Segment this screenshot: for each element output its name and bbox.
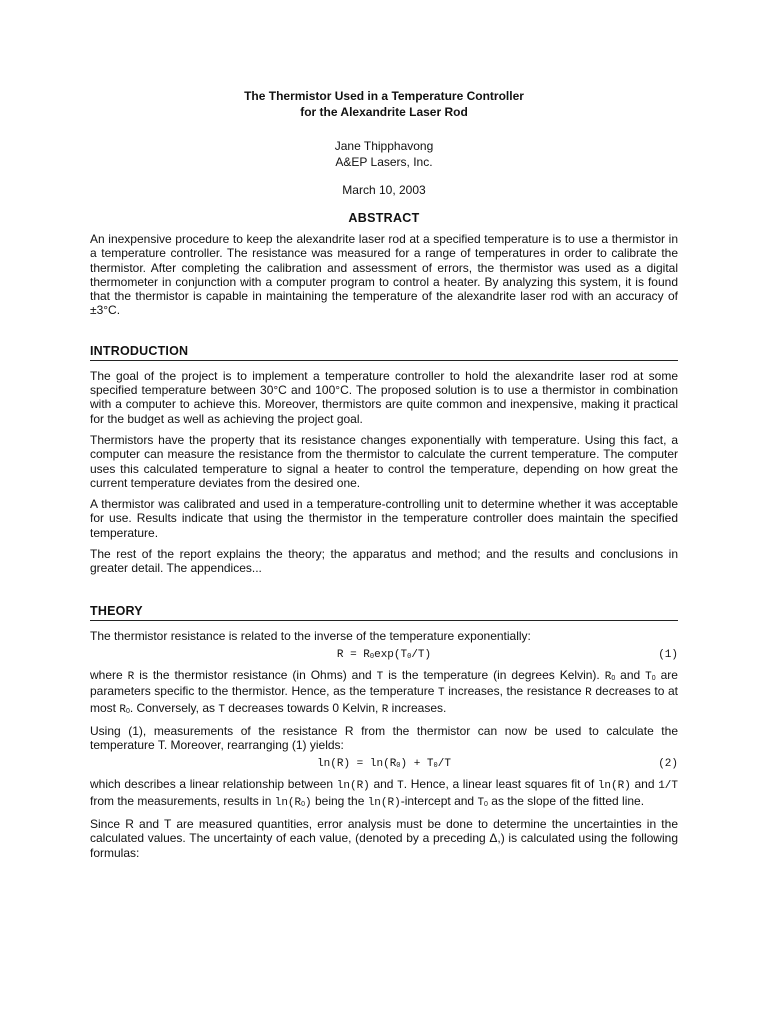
- title-line-2: for the Alexandrite Laser Rod: [300, 105, 468, 119]
- abstract-text: An inexpensive procedure to keep the alexandrite laser rod at a specified temperature is to use a thermistor in a temperature controller. The resistance was measured for a range of temperatures in order to calibrate the thermistor. After completing the calibration and assessment of errors, the thermistor was used as a digital thermometer in conjunction with a computer program to control a heater. By analyzing this system, it is found that the thermistor is capable in maintaining the temperature of the alexandrite laser rod with an accuracy of ±3°C.: [90, 232, 678, 318]
- equation-1-body: $R = R_0\exp(T_0/T)$: [336, 648, 432, 661]
- theory-heading: THEORY: [90, 603, 678, 621]
- theory-paragraph-2: where R is the thermistor resistance (in Ohms) and T is the temperature (in degrees Kelvin). $R_0$ and $T_0$ are parameters specific to the thermistor. Hence, as the temperature T increases, the resistance R decreases to at most $R_0$. Conversely, as T decreases towards 0 Kelvin, R increases.: [90, 667, 678, 716]
- paper-date: March 10, 2003: [342, 183, 426, 197]
- equation-1-number: (1): [658, 648, 678, 661]
- author-block: [90, 138, 678, 170]
- author-affiliation: A&EP Lasers, Inc.: [335, 155, 433, 169]
- intro-paragraph-3: A thermistor was calibrated and used in a temperature-controlling unit to determine whether it was acceptable for use. Results indicate that using the thermistor in the temperature controller does maintain the specified temperature.: [90, 497, 678, 540]
- equation-2: [90, 755, 678, 773]
- equation-2-number: (2): [658, 758, 678, 771]
- paper-page: [90, 88, 678, 860]
- abstract-heading: ABSTRACT: [348, 211, 420, 225]
- theory-paragraph-4: which describes a linear relationship between ln(R) and T. Hence, a linear least squares fit of ln(R) and 1/T from the measurements, results in $\ln(R_0)$ being the ln(R)-intercept and $T_0$ as the slope of the fitted line.: [90, 777, 679, 809]
- intro-paragraph-4: The rest of the report explains the theory; the apparatus and method; and the results and conclusions in greater detail. The appendices...: [90, 547, 678, 576]
- intro-paragraph-2: Thermistors have the property that its resistance changes exponentially with temperature. Using this fact, a computer can measure the resistance from the thermistor to calculate the current temperature. The computer uses this calculated temperature to signal a heater to control the temperature, depending on how great the current temperature deviates from the desired one.: [90, 432, 678, 490]
- theory-paragraph-3: Using (1), measurements of the resistance R from the thermistor can now be used to calculate the temperature T. Moreover, rearranging (1) yields:: [90, 723, 678, 753]
- author-name: Jane Thipphavong: [334, 139, 434, 153]
- introduction-heading: INTRODUCTION: [90, 343, 678, 361]
- intro-paragraph-1: The goal of the project is to implement a temperature controller to hold the alexandrite laser rod at some specified temperature between 30°C and 100°C. The proposed solution is to use a thermistor in combination with a computer to achieve this. Moreover, thermistors are quite common and inexpensive, making it practical for the budget as well as achieving the project goal.: [90, 368, 678, 426]
- equation-2-body: $\ln(R) = \ln(R_0) + T_0/T$: [317, 758, 451, 771]
- title-line-1: The Thermistor Used in a Temperature Controller: [244, 89, 524, 103]
- paper-title: [90, 88, 678, 120]
- theory-paragraph-1: The thermistor resistance is related to the inverse of the temperature exponentially:: [90, 628, 531, 643]
- equation-1: [90, 646, 678, 664]
- theory-paragraph-5: Since R and T are measured quantities, error analysis must be done to determine the uncertainties in the calculated values. The uncertainty of each value, (denoted by a preceding Δ,) is calculated using the following formulas:: [90, 817, 678, 860]
